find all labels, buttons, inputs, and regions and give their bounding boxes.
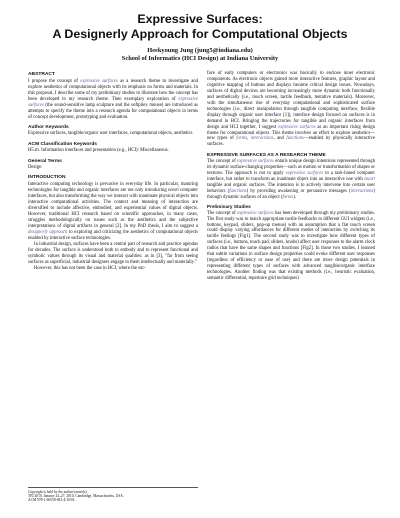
intro-paragraph-2: In industrial design, surfaces have been a central part of research and practice agendas for decades. The surface is understood both to embody and to represent functional and symbolic values through its visual and material qualities: as in [3], "far from seeing surfaces as superficial, industrial designers engage in them intellectually and materially." <box>28 241 198 265</box>
footnote-line-1: Copyright is held by the author/owner(s). <box>28 489 88 494</box>
intro-paragraph-3: However, this has not been the case in HCI, where the sur- <box>34 265 146 271</box>
preliminary-studies-heading: Preliminary Studies <box>207 204 251 210</box>
abstract-heading: ABSTRACT <box>28 72 55 77</box>
right-paragraph-1: face of early computers or electronics was basically to enclose inner electronic components. As electronic objects gained more interactive features, graphic layout and cognitive mapping of buttons and displays became critical design issues. Nowadays, surfaces of digital devices are becoming increasingly more dynamic both functionally and aesthetically (i.e., touch screen, tactile feedback, tentative materials). Moreover, with the simultaneous rise of everyday computational and sophisticated surface technologies (i.e., direct manipulation through tangible computing interface, flexible display through organic user interface [1]), interface design focused on surfaces is in demand in HCI. Bringing the trajectories for tangible and organic interfaces from design and HCI together, I suggest expressive surfaces as an important rising design theme for computational objects. This theme involves an effort to explore aesthetics—new types of forms, interactions, and functions—enabled by physically interactive surfaces. <box>207 71 376 148</box>
author-affiliation: School of Informatics (HCI Design) at Indiana University <box>121 55 279 63</box>
intro-paragraph-1: Interactive computing technology is pervasive in everyday life. In particular, maturing technologies for tangible and organic interfaces are not only introducing novel computer interfaces, but also transforming the way we interact with inanimate physical objects into interactive computational activities. The context and meaning of interaction are diversified to include affective, embodied, and experiential values of digital objects. However, traditional HCI research based on scientific approaches, in many cases, struggles methodologically on issues such as the aesthetics and the subjective interpretations of digital artifacts in general [2]. In my PhD thesis, I aim to suggest a designerly approach to exploring and criticizing the aesthetics of computational objects enabled by interactive surface technologies. <box>28 182 198 241</box>
footnote-line-2: TEI 2010, January 24–27, 2010, Cambridge, Massachusetts, USA. <box>28 493 124 498</box>
preliminary-studies-text: The concept of expressive surfaces has been developed through my preliminary studies. The first study was to match appropriate tactile feedbacks to different GUI widgets (i.e., buttons, keypad, sliders, pop-up menus) with an assumption that a flat touch screen could display varying affordances for different modes of interaction by switching its tactile feelings [Fig1]. The second study was to investigate how different types of surfaces (i.e., buttons, touch pad, sliders, knobs) affect user responses to the alarm clock radios that have the same shapes and functions [Fig2]. In those two studies, I learned that subtle variations in surface design properties could evoke different user responses (regardless of efficiency or ease of use) and there are more design potentials in representing different types of surfaces with advanced tangible/organic interface technologies. Another finding was that existing methods (i.e., heuristic evaluation, semantic differential, repertoire grid techniques) <box>207 210 375 282</box>
author-name: Heekyoung Jung (jung5@indiana.edu) <box>147 47 253 54</box>
copyright-footnote <box>28 487 198 503</box>
right-column <box>207 71 375 282</box>
general-terms-heading: General Terms <box>28 158 62 164</box>
paper-title <box>0 12 400 41</box>
keywords-text: Expressive surfaces, tangible/organic user interfaces, computational objects, aesthetics <box>28 131 193 137</box>
abstract-text: I propose the concept of expressive surfaces as a research theme to investigate and explore aesthetics of computational objects with its emphasis on forms and materials. In this proposal, I describe some of my preliminary studies to illustrate how the concept has been developed to my research theme. Then exemplary exploration of expressive surfaces (the sound-sensitive lamp sculpture and the softpiley mouse) are introduced as attempts to specify the theme into a research agenda for computational objects in terms of concept development, prototyping and evaluation. <box>28 78 199 120</box>
acm-text: H5.m. Information interfaces and presentation (e.g., HCI): Miscellaneous. <box>28 148 169 154</box>
general-terms-text: Design <box>28 165 42 171</box>
title-line-1: Expressive Surfaces: <box>137 12 263 26</box>
keywords-heading: Author Keywords <box>28 124 69 130</box>
author-block <box>0 47 400 63</box>
acm-heading: ACM Classification Keywords <box>28 141 98 147</box>
research-theme-heading: EXPRESSIVE SURFACES AS A RESEARCH THEME <box>207 152 326 158</box>
left-column <box>28 72 198 272</box>
title-line-2: A Designerly Approach for Computational Objects <box>52 26 348 41</box>
introduction-heading: INTRODUCTION <box>28 175 66 181</box>
footnote-line-3: ACM 978-1-60558-841-4/10/01. <box>28 498 76 503</box>
research-theme-text: The concept of expressive surfaces entails unique design intentions represented through its dynamic surface-changing properties—such as motion or transformation of shapes or textures. The approach is not to apply expressive surfaces to a task-based computer interface, but rather to transform an inanimate object into an interactive one with smart tangible and organic surfaces. The intention is to actively intervene into certain user behaviors (functions) by providing awakening or persuasive messages (interactions) through dynamic surfaces of an object (forms). <box>207 159 375 201</box>
